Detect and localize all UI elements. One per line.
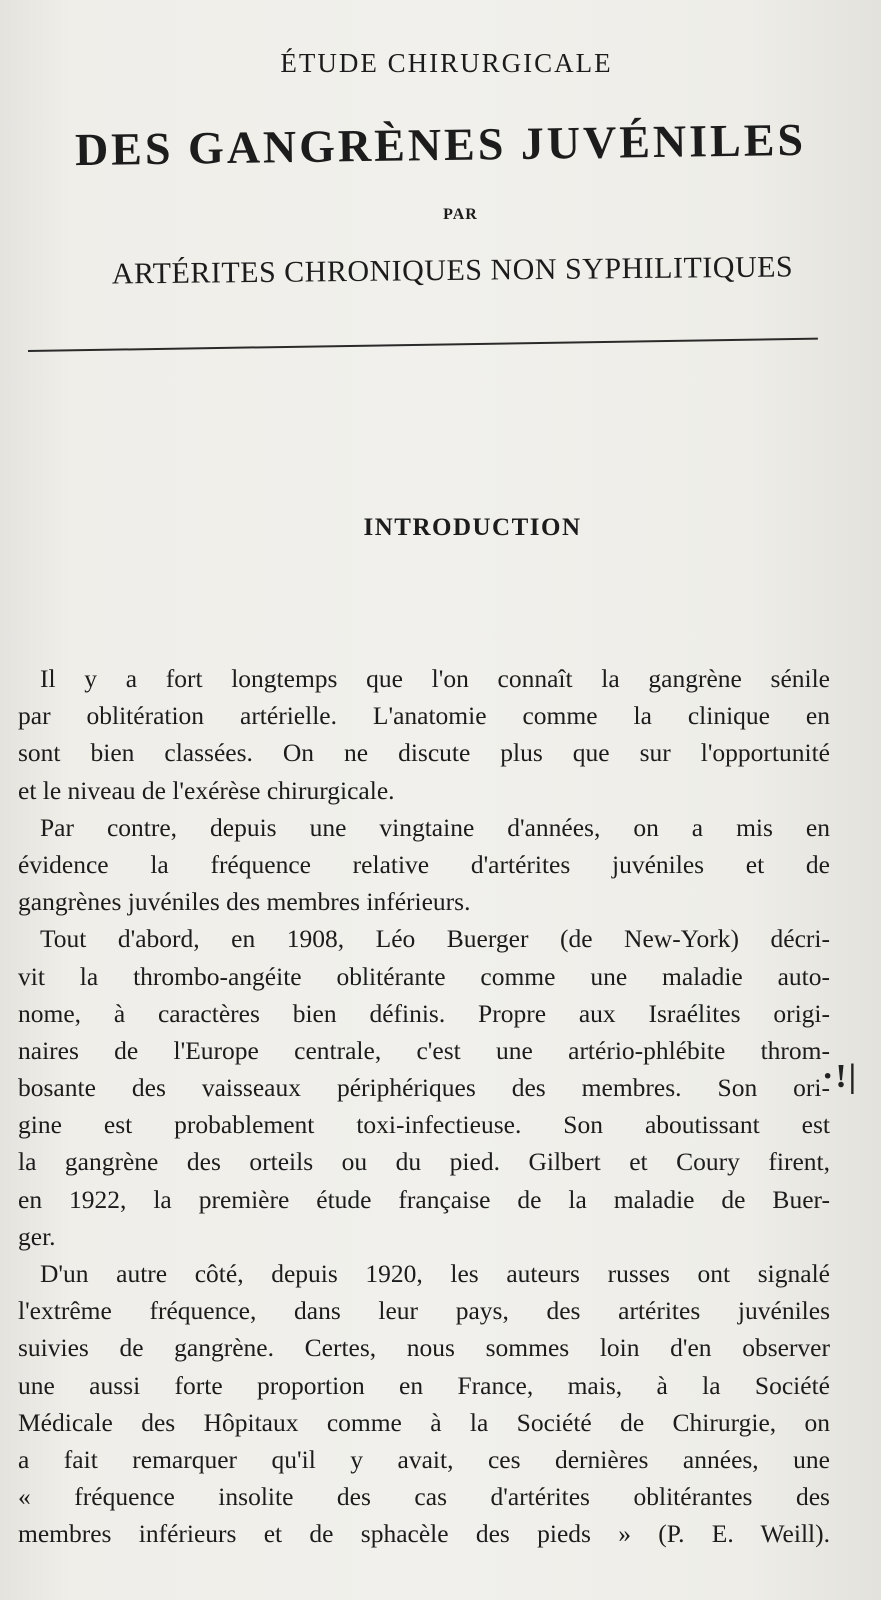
text-line: naires de l'Europe centrale, c'est une artério-phlébite throm- (18, 1035, 830, 1065)
text-line: Il y a fort longtemps que l'on connaît la gangrène sénile (40, 664, 830, 693)
text-line: Tout d'abord, en 1908, Léo Buerger (de New-York) décri- (40, 924, 830, 954)
text-line: gangrènes juvéniles des membres inférieurs. (18, 887, 471, 917)
text-line: évidence la fréquence relative d'artérites juvéniles et de (18, 849, 830, 879)
margin-annotation: ·!| (822, 1058, 859, 1095)
study-label: ÉTUDE CHIRURGICALE (280, 48, 613, 78)
text-line: « fréquence insolite des cas d'artérites oblitérantes des (18, 1482, 830, 1512)
par-label: PAR (443, 206, 478, 223)
section-heading: INTRODUCTION (363, 514, 582, 541)
text-line: et le niveau de l'exérèse chirurgicale. (18, 775, 395, 805)
text-line: sont bien classées. On ne discute plus que sur l'opportunité (18, 738, 830, 768)
text-line: suivies de gangrène. Certes, nous sommes loin d'en observer (18, 1333, 830, 1363)
text-line: Médicale des Hôpitaux comme à la Société de Chirurgie, on (18, 1407, 830, 1437)
text-line: Par contre, depuis une vingtaine d'années, on a mis en (40, 812, 830, 842)
body-text (18, 660, 830, 1553)
text-line: ger. (18, 1221, 56, 1251)
text-line: D'un autre côté, depuis 1920, les auteurs russes ont signalé (40, 1259, 830, 1288)
page-subtitle: ARTÉRITES CHRONIQUES NON SYPHILITIQUES (111, 250, 794, 291)
text-line: par oblitération artérielle. L'anatomie comme la clinique en (18, 701, 830, 731)
text-line: nome, à caractères bien définis. Propre aux Israélites origi- (18, 998, 830, 1028)
text-line: membres inférieurs et de sphacèle des pieds » (P. E. Weill). (18, 1519, 830, 1549)
text-line: a fait remarquer qu'il y avait, ces dernières années, une (18, 1444, 830, 1474)
text-line: une aussi forte proportion en France, mais, à la Société (18, 1370, 830, 1400)
title-rule (28, 338, 818, 352)
page-title: DES GANGRÈNES JUVÉNILES (74, 113, 807, 176)
text-line: l'extrême fréquence, dans leur pays, des artérites juvéniles (18, 1296, 830, 1326)
text-line: vit la thrombo-angéite oblitérante comme une maladie auto- (18, 961, 830, 991)
text-line: en 1922, la première étude française de la maladie de Buer- (18, 1184, 830, 1214)
text-line: gine est probablement toxi-infectieuse. Son aboutissant est (18, 1110, 830, 1140)
text-line: la gangrène des orteils ou du pied. Gilbert et Coury firent, (18, 1147, 830, 1177)
text-line: bosante des vaisseaux périphériques des membres. Son ori- (18, 1073, 830, 1103)
